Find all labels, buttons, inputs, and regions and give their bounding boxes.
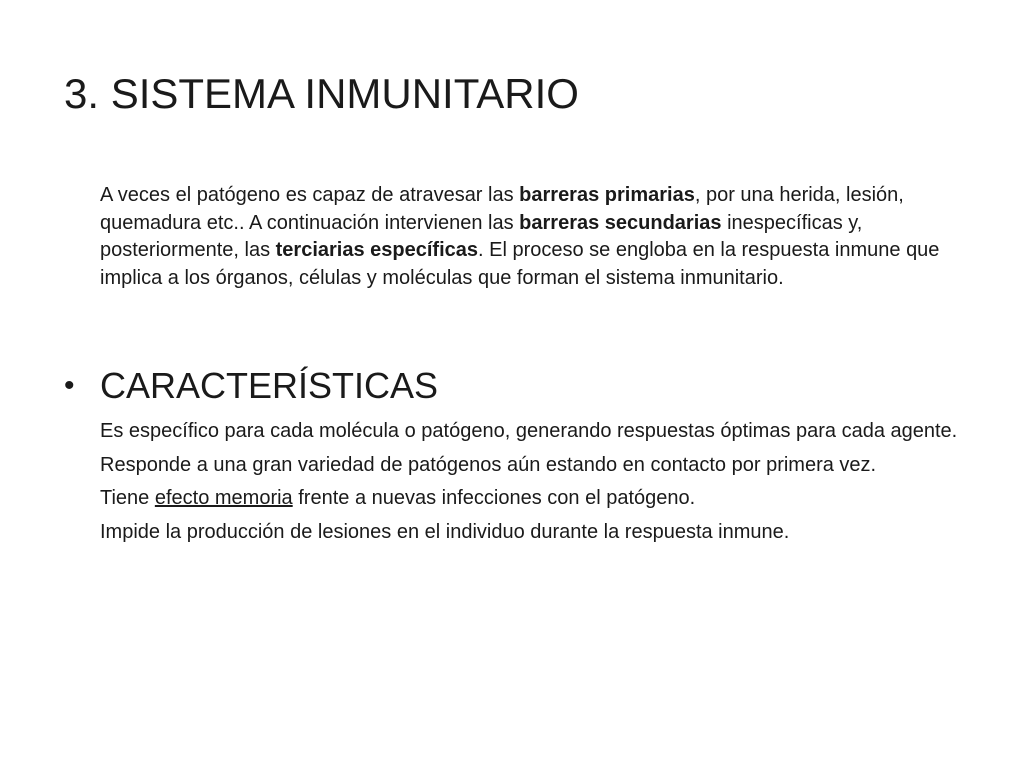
intro-text-2: , por una herida, lesión, quemadura etc.. A continuación intervienen las xyxy=(100,184,904,234)
list-item: Impide la producción de lesiones en el individuo durante la respuesta inmune. xyxy=(100,520,790,543)
slide-title: 3. SISTEMA INMUNITARIO xyxy=(64,70,579,117)
characteristics-heading: CARACTERÍSTICAS xyxy=(100,365,439,406)
intro-bold-primary-barriers: barreras primarias xyxy=(519,184,695,206)
memory-pre-text: Tiene xyxy=(100,487,155,509)
memory-underlined-text: efecto memoria xyxy=(154,487,293,509)
characteristics-list xyxy=(100,418,980,552)
list-item-memory xyxy=(100,485,980,513)
list-item: Es específico para cada molécula o patógeno, generando respuestas óptimas para cada agente. xyxy=(100,420,958,442)
intro-bold-tertiary-specific: terciarias específicas xyxy=(275,239,479,261)
intro-text-1: A veces el patógeno es capaz de atravesar las xyxy=(100,184,520,206)
intro-bold-secondary-barriers: barreras secundarias xyxy=(519,211,722,234)
intro-text-3: inespecíficas y, posteriormente, las xyxy=(100,211,863,261)
characteristics-heading-row xyxy=(64,362,438,410)
bullet-icon: • xyxy=(64,369,75,402)
intro-paragraph xyxy=(100,182,980,292)
intro-text-4: . El proceso se engloba en la respuesta inmune que implica a los órganos, células y moléculas que forman el sistema inmunitario. xyxy=(100,239,940,289)
list-item: Responde a una gran variedad de patógenos aún estando en contacto por primera vez. xyxy=(100,453,877,476)
memory-post-text: frente a nuevas infecciones con el patógeno. xyxy=(292,487,696,509)
